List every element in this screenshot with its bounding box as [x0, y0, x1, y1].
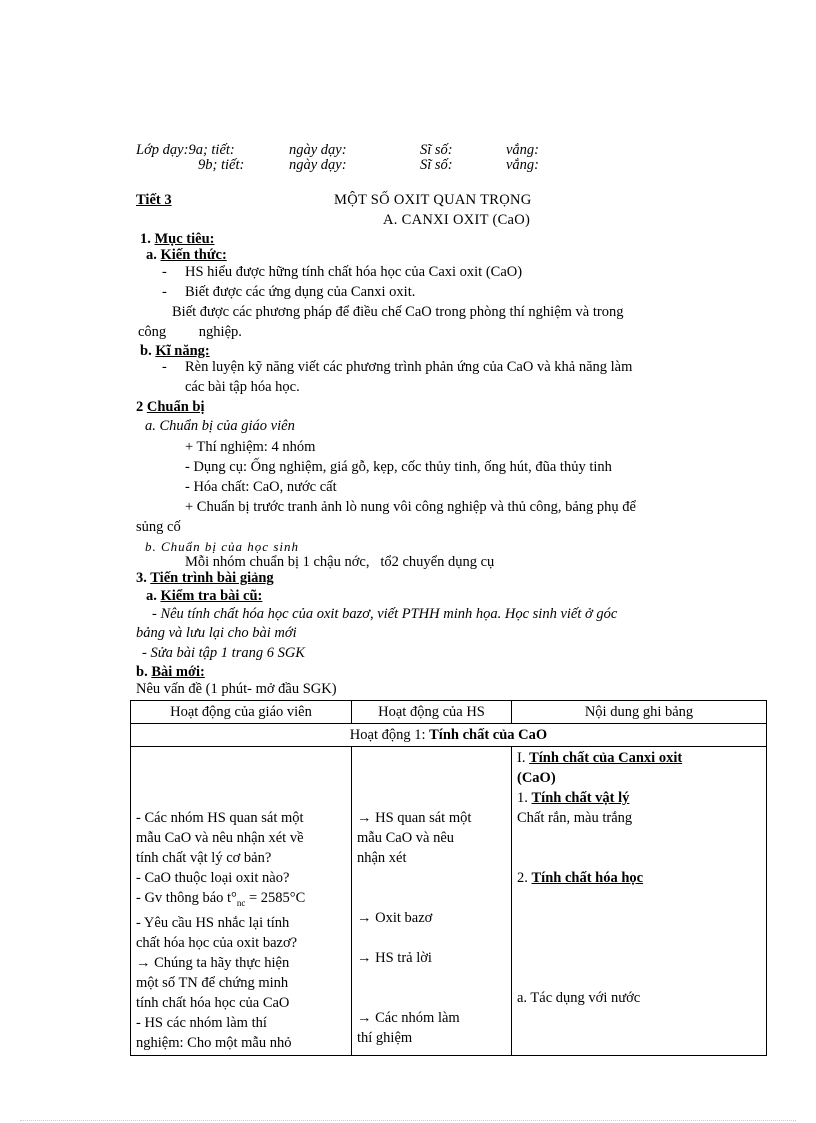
objectives-heading: 1. Mục tiêu: — [140, 231, 215, 247]
teacher-prep-item: + Thí nghiệm: 4 nhóm — [185, 439, 316, 455]
teacher-column: - Các nhóm HS quan sát một mẫu CaO và nêu nhận xét về tính chất vật lý cơ bản? - CaO thuộc loại oxit nào? - Gv thông báo $t^\circ_{nc} = 2585^\circ C$ - Yêu cầu HS nhắc lại tính chất hóa học của oxit bazơ? → Chúng ta hãy thực hiện một số TN để chứng minh tính chất hóa học của CaO - HS các nhóm làm thí nghiệm: Cho một mẫu nhỏ — [131, 747, 352, 1056]
bullet-dash: - — [162, 284, 167, 300]
teacher-prep-heading: a. Chuẩn bị của giáo viên — [145, 418, 295, 434]
process-heading: 3. Tiến trình bài giảng — [136, 570, 274, 586]
skills-item-1: Rèn luyện kỹ năng viết các phương trình phản ứng của CaO và khả năng làm — [185, 359, 633, 375]
teacher-prep-item: - Dụng cụ: Ống nghiệm, giá gỗ, kẹp, cốc thủy tinh, ống hút, đũa thủy tinh — [185, 459, 612, 475]
date-label: ngày dạy: — [289, 157, 347, 173]
table-header-row — [131, 701, 767, 724]
count-label: Sĩ số: — [420, 142, 453, 158]
table-row — [131, 747, 767, 1056]
lesson-title: MỘT SỐ OXIT QUAN TRỌNG — [334, 192, 532, 208]
absent-label: vắng: — [506, 142, 540, 158]
knowledge-item-3-cont: công nghiệp. — [138, 324, 242, 340]
col-header-teacher: Hoạt động của giáo viên — [131, 701, 352, 724]
knowledge-item-1: HS hiểu được hững tính chất hóa học của Caxi oxit (CaO) — [185, 264, 523, 280]
melting-point-line: - Gv thông báo $t^\circ_{nc} = 2585^\circ C$ — [136, 890, 306, 908]
activity-table — [130, 700, 767, 1056]
check-item-1: - Nêu tính chất hóa học của oxit bazơ, viết PTHH minh họa. Học sinh viết ở góc — [152, 606, 618, 622]
student-prep-heading: b. Chuẩn bị của học sinh — [145, 539, 299, 554]
section-title: I. Tính chất của Canxi oxit — [517, 750, 683, 766]
prep-heading: 2 Chuẩn bị — [136, 399, 205, 415]
page-footer-divider — [20, 1120, 796, 1121]
student-prep-item: Mỗi nhóm chuẩn bị 1 chậu nớc, tổ2 chuyển dụng cụ — [185, 554, 495, 570]
knowledge-item-3: Biết được các phương pháp để điều chế CaO trong phòng thí nghiệm và trong — [172, 304, 624, 320]
check-item-1-cont: bảng và lưu lại cho bài mới — [136, 625, 297, 641]
bullet-dash: - — [162, 359, 167, 375]
lesson-period: Tiết 3 — [136, 192, 172, 208]
teacher-prep-item: - Hóa chất: CaO, nước cất — [185, 479, 337, 495]
activity-title: Hoạt động 1: Tính chất của CaO — [131, 724, 767, 747]
new-lesson-heading: b. Bài mới: — [136, 664, 205, 680]
teacher-prep-item: + Chuẩn bị trước tranh ảnh lò nung vôi công nghiệp và thủ công, bảng phụ để — [185, 499, 636, 515]
chemical-heading: 2. Tính chất hóa học — [517, 870, 644, 886]
knowledge-item-2: Biết được các ứng dụng của Canxi oxit. — [185, 284, 416, 300]
date-label: ngày dạy: — [289, 142, 347, 158]
class-label: 9b; tiết: — [198, 157, 245, 173]
lesson-subtitle: A. CANXI OXIT (CaO) — [383, 212, 531, 228]
skills-heading: b. Kĩ năng: — [140, 343, 210, 359]
skills-item-1-cont: các bài tập hóa học. — [185, 379, 300, 395]
knowledge-heading: a. Kiến thức: — [146, 247, 227, 263]
intro-text: Nêu vấn đề (1 phút- mở đầu SGK) — [136, 681, 337, 697]
check-item-2: - Sửa bài tập 1 trang 6 SGK — [142, 645, 305, 661]
content-column: I. Tính chất của Canxi oxit (CaO) 1. Tính chất vật lý Chất rắn, màu trắng 2. Tính chất hóa học a. Tác dụng với nước — [512, 747, 767, 1056]
bullet-dash: - — [162, 264, 167, 280]
physical-heading: 1. Tính chất vật lý — [517, 790, 630, 806]
teacher-prep-item-cont: sủng cố — [136, 519, 181, 535]
count-label: Sĩ số: — [420, 157, 453, 173]
class-label: Lớp dạy:9a; tiết: — [136, 142, 235, 158]
col-header-content: Nội dung ghi bảng — [512, 701, 767, 724]
col-header-student: Hoạt động của HS — [352, 701, 512, 724]
student-column: → HS quan sát một mẫu CaO và nêu nhận xét → Oxit bazơ → HS trả lời → Các nhóm làm thí ghiệm — [352, 747, 512, 1056]
absent-label: vắng: — [506, 157, 540, 173]
check-heading: a. Kiểm tra bài cũ: — [146, 588, 263, 604]
activity-row — [131, 724, 767, 747]
